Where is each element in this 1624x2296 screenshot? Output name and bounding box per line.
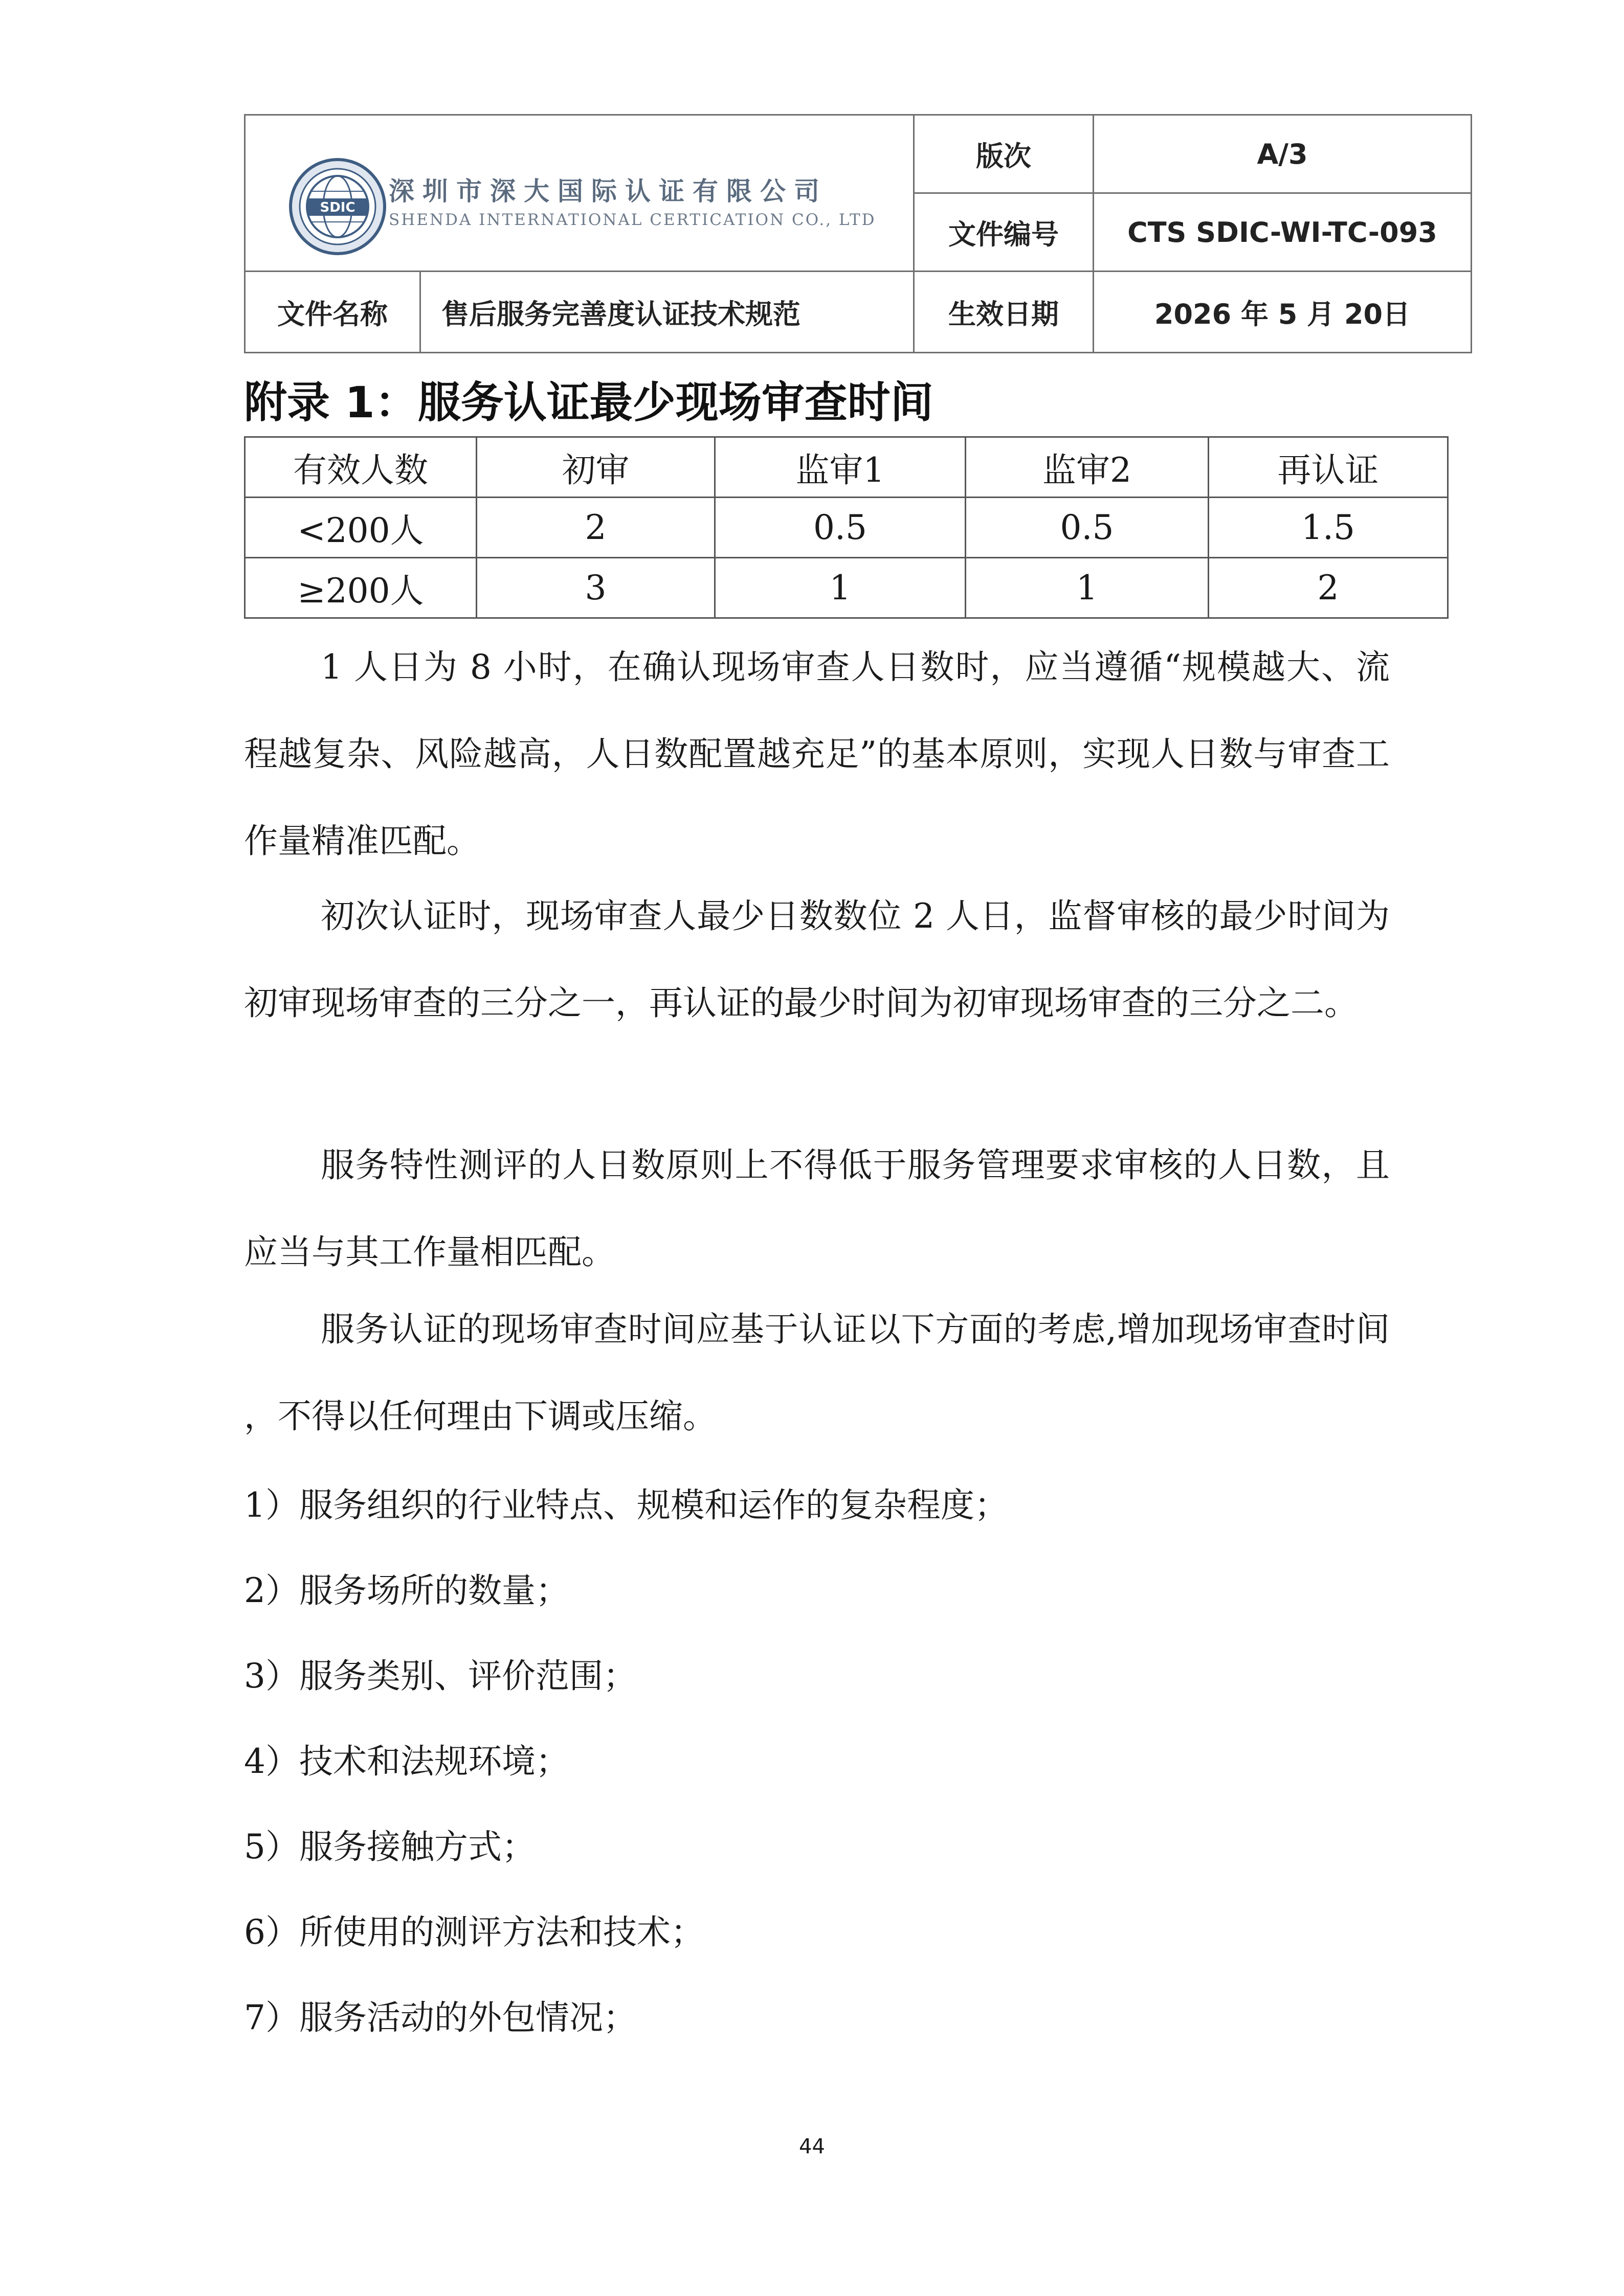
edition-value: A/3 <box>1094 115 1472 193</box>
paragraph-audit-time-basis: 服务认证的现场审查时间应基于认证以下方面的考虑,增加现场审查时间 ，不得以任何理由下调或压缩。 <box>244 1310 1390 1436</box>
table-cell: <200人 <box>245 498 477 558</box>
document-header <box>244 114 1472 353</box>
audit-time-table <box>244 436 1449 619</box>
edition-label: 版次 <box>914 115 1094 193</box>
table-cell: 0.5 <box>966 498 1209 558</box>
effective-date-value: 2026 年 5 月 20日 <box>1094 272 1472 353</box>
company-logo-cell <box>245 115 914 272</box>
doc-number-label: 文件编号 <box>914 193 1094 272</box>
table-cell: 0.5 <box>715 498 966 558</box>
appendix-title: 附录 1：服务认证最少现场审查时间 <box>244 377 933 427</box>
table-cell: ≥200人 <box>245 558 477 618</box>
list-item: 4）技术和法规环境； <box>244 1742 569 1781</box>
page-number: 44 <box>799 2135 825 2158</box>
table-cell: 2 <box>1209 558 1448 618</box>
table-header-cell: 监审1 <box>715 437 966 498</box>
table-cell: 1 <box>966 558 1209 618</box>
table-header-cell: 初审 <box>477 437 715 498</box>
company-name-en: SHENDA INTERNATIONAL CERTICATION CO., LTD <box>389 211 876 229</box>
table-cell: 1.5 <box>1209 498 1448 558</box>
paragraph-person-day-principle: 1 人日为 8 小时，在确认现场审查人日数时，应当遵循“规模越大、流程越复杂、风险越高，人日数配置越充足”的基本原则，实现人日数与审查工作量精准匹配。 <box>244 647 1390 861</box>
list-item: 1）服务组织的行业特点、规模和运作的复杂程度； <box>244 1485 1008 1525</box>
table-cell: 1 <box>715 558 966 618</box>
table-header-cell: 监审2 <box>966 437 1209 498</box>
table-header-cell: 再认证 <box>1209 437 1448 498</box>
emblem-text: SDIC <box>320 200 355 215</box>
list-item: 7）服务活动的外包情况； <box>244 1998 637 2037</box>
table-header-cell: 有效人数 <box>245 437 477 498</box>
sdic-globe-emblem-icon <box>286 155 389 258</box>
list-item: 2）服务场所的数量； <box>244 1571 569 1610</box>
company-logo <box>286 155 951 258</box>
list-item: 3）服务类别、评价范围； <box>244 1656 637 1696</box>
table-cell: 2 <box>477 498 715 558</box>
list-item: 5）服务接触方式； <box>244 1827 536 1866</box>
effective-date-label: 生效日期 <box>914 272 1094 353</box>
doc-name-label: 文件名称 <box>245 272 420 353</box>
doc-number-value: CTS SDIC-WI-TC-093 <box>1094 193 1472 272</box>
company-name-cn: 深圳市深大国际认证有限公司 <box>389 176 828 206</box>
table-row <box>245 498 1448 558</box>
paragraph-service-evaluation: 服务特性测评的人日数原则上不得低于服务管理要求审核的人日数，且应当与其工作量相匹配。 <box>244 1145 1390 1272</box>
table-cell: 3 <box>477 558 715 618</box>
list-item: 6）所使用的测评方法和技术； <box>244 1912 704 1952</box>
table-row <box>245 558 1448 618</box>
paragraph-initial-certification: 初次认证时，现场审查人最少日数数位 2 人日，监督审核的最少时间为初审现场审查的三分之一，再认证的最少时间为初审现场审查的三分之二。 <box>244 896 1390 1023</box>
table-header-row <box>245 437 1448 498</box>
doc-name-value: 售后服务完善度认证技术规范 <box>420 272 914 353</box>
